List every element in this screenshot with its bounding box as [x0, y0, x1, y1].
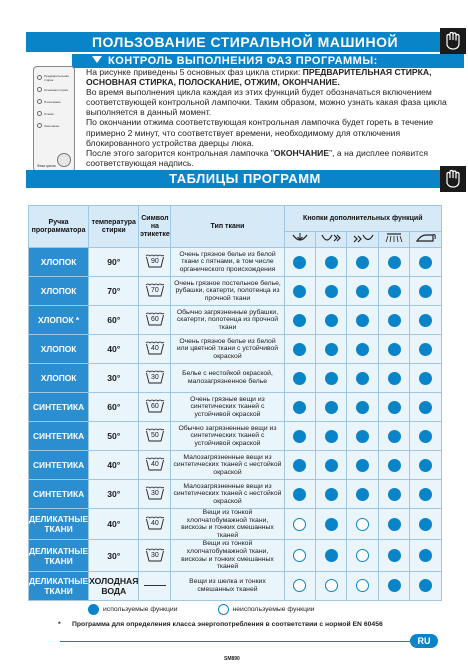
led-icon — [37, 99, 42, 104]
care-symbol — [139, 540, 171, 571]
care-symbol-temp: 40 — [150, 520, 159, 528]
filled-dot-icon — [293, 285, 306, 298]
program-name: ХЛОПОК — [29, 277, 89, 306]
led-row: Предварительная стирка — [34, 72, 74, 83]
led-icon — [37, 75, 42, 80]
care-symbol — [139, 422, 171, 451]
led-icon — [37, 111, 42, 116]
fabric-type: Очень грязное постельное белье, рубашки, скатерти, полотенца из прочной ткани — [171, 277, 284, 306]
filled-dot-icon — [388, 430, 401, 443]
option-cell — [378, 571, 410, 600]
care-symbol-temp: 60 — [150, 403, 159, 410]
iron-icon — [410, 232, 442, 248]
table-row — [29, 306, 442, 335]
led-row: Основная стирка — [34, 84, 74, 95]
table-row — [29, 393, 442, 422]
fabric-type: Вещи из тонкой хлопчатобумажной ткани, вискозы и тонких смешанных тканей — [171, 509, 284, 540]
intro-paragraph: На рисунке приведены 5 основных фаз цикла стирки: ПРЕДВАРИТЕЛЬНАЯ СТИРКА, ОСНОВНАЯ СТИРКА, ПОЛОСКАНИЕ, ОТЖИМ, ОКОНЧАНИЕ. — [86, 67, 432, 88]
option-cell — [347, 571, 379, 600]
filled-dot-icon — [356, 314, 369, 327]
led-row: Отжим — [34, 108, 74, 119]
table-row — [29, 422, 442, 451]
filled-dot-icon — [419, 430, 432, 443]
wash-temperature: 40° — [89, 335, 139, 364]
option-cell — [410, 480, 442, 509]
model-label: SM890 — [224, 656, 240, 662]
option-cell — [347, 248, 379, 277]
program-name: ДЕЛИКАТНЫЕ ТКАНИ — [29, 509, 89, 540]
option-cell — [410, 248, 442, 277]
option-cell — [378, 480, 410, 509]
filled-dot-icon — [325, 430, 338, 443]
program-name: ХЛОПОК — [29, 248, 89, 277]
option-cell — [378, 540, 410, 571]
option-cell — [315, 571, 347, 600]
option-cell — [347, 540, 379, 571]
program-name: СИНТЕТИКА — [29, 393, 89, 422]
filled-dot-icon — [356, 488, 369, 501]
program-name: СИНТЕТИКА — [29, 480, 89, 509]
program-name: ХЛОПОК — [29, 364, 89, 393]
filled-dot-icon — [419, 314, 432, 327]
option-cell — [315, 248, 347, 277]
option-cell — [284, 364, 315, 393]
option-cell — [378, 451, 410, 480]
filled-dot-icon — [293, 256, 306, 269]
option-cell — [378, 364, 410, 393]
table-row — [29, 277, 442, 306]
fabric-type: Белье с нестойкой окраской, малозагрязненное белье — [171, 364, 284, 393]
filled-dot-icon — [419, 285, 432, 298]
divider — [60, 641, 410, 642]
option-cell — [347, 422, 379, 451]
care-symbol — [139, 480, 171, 509]
wash-temperature: 90° — [89, 248, 139, 277]
intro-paragraph: После этого загорится контрольная лампочка "ОКОНЧАНИЕ", а на дисплее появится соответствующая надпись. — [86, 147, 428, 168]
option-cell — [378, 277, 410, 306]
filled-dot-icon — [419, 256, 432, 269]
care-symbol-temp: 30 — [150, 490, 159, 497]
option-cell — [315, 540, 347, 571]
filled-dot-icon — [356, 343, 369, 356]
empty-dot-icon — [356, 549, 369, 562]
filled-dot-icon — [356, 459, 369, 472]
option-cell — [315, 422, 347, 451]
wash-temperature: 70° — [89, 277, 139, 306]
fabric-type: Вещи из тонкой хлопчатобумажной ткани, вискозы и тонких смешанных тканей — [171, 540, 284, 571]
wash-temperature: 50° — [89, 422, 139, 451]
program-name: СИНТЕТИКА — [29, 451, 89, 480]
filled-dot-icon — [293, 314, 306, 327]
option-cell — [378, 335, 410, 364]
option-cell — [410, 509, 442, 540]
filled-dot-icon — [293, 372, 306, 385]
empty-dot-icon — [293, 549, 306, 562]
filled-dot-icon — [388, 518, 401, 531]
wash-tub-icon — [145, 254, 165, 268]
col-header-knob: Ручка программатора — [29, 206, 89, 248]
option-cell — [284, 335, 315, 364]
care-symbol-temp: 30 — [150, 551, 159, 559]
filled-dot-icon — [356, 430, 369, 443]
filled-dot-icon — [325, 343, 338, 356]
filled-dot-icon — [325, 401, 338, 414]
option-cell — [410, 451, 442, 480]
wash-tub-icon — [145, 341, 165, 355]
led-icon — [37, 87, 42, 92]
care-symbol — [139, 335, 171, 364]
option-cell — [284, 509, 315, 540]
option-cell — [284, 248, 315, 277]
option-cell — [410, 306, 442, 335]
table-row — [29, 509, 442, 540]
care-symbol-temp: 70 — [150, 287, 159, 294]
table-row — [29, 451, 442, 480]
filled-dot-icon — [419, 488, 432, 501]
option-cell — [315, 364, 347, 393]
program-name: ДЕЛИКАТНЫЕ ТКАНИ — [29, 571, 89, 600]
led-icon — [37, 123, 42, 128]
care-symbol — [139, 306, 171, 335]
col-header-temp: температура стирки — [89, 206, 139, 248]
wash-temperature: 30° — [89, 540, 139, 571]
extra-rinse-icon — [315, 232, 347, 248]
filled-dot-icon — [325, 372, 338, 385]
intro-text — [86, 67, 460, 168]
program-name: ХЛОПОК — [29, 335, 89, 364]
empty-dot-icon — [356, 518, 369, 531]
program-name: СИНТЕТИКА — [29, 422, 89, 451]
care-symbol — [139, 393, 171, 422]
filled-dot-icon — [388, 343, 401, 356]
option-cell — [410, 540, 442, 571]
option-cell — [347, 480, 379, 509]
empty-dot-icon — [325, 579, 338, 592]
language-badge: RU — [410, 634, 438, 648]
fabric-type: Очень грязное белье из белой ткани с пятнами, в том числе органического происхождения — [171, 248, 284, 277]
option-cell — [315, 509, 347, 540]
filled-dot-icon — [356, 401, 369, 414]
care-symbol — [139, 277, 171, 306]
control-panel-illustration — [33, 66, 75, 172]
led-row: Окончание — [34, 120, 74, 131]
wash-temperature: ХОЛОДНАЯ ВОДА — [89, 571, 139, 600]
filled-dot-icon — [388, 549, 401, 562]
option-cell — [284, 422, 315, 451]
option-cell — [315, 480, 347, 509]
wash-tub-icon — [145, 516, 165, 530]
section-subtitle: КОНТРОЛЬ ВЫПОЛНЕНИЯ ФАЗ ПРОГРАММЫ: — [72, 54, 464, 68]
option-cell — [315, 451, 347, 480]
filled-dot-icon — [325, 518, 338, 531]
wash-tub-icon — [145, 428, 165, 442]
filled-dot-icon — [388, 285, 401, 298]
filled-dot-icon — [293, 430, 306, 443]
option-cell — [410, 277, 442, 306]
option-cell — [284, 277, 315, 306]
option-cell — [284, 306, 315, 335]
filled-dot-icon — [419, 579, 432, 592]
wash-tub-icon — [145, 370, 165, 384]
wash-temperature: 30° — [89, 364, 139, 393]
wash-tub-icon — [145, 399, 165, 413]
option-cell — [410, 364, 442, 393]
fabric-type: Очень грязное белье из белой или цветной ткани с устойчивой окраской — [171, 335, 284, 364]
wash-tub-icon — [145, 312, 165, 326]
option-cell — [378, 393, 410, 422]
wash-temperature: 30° — [89, 480, 139, 509]
care-symbol-temp: 60 — [150, 316, 159, 323]
option-cell — [315, 277, 347, 306]
care-symbol — [139, 248, 171, 277]
option-cell — [410, 393, 442, 422]
prewash-icon — [284, 232, 315, 248]
spin-icon — [378, 232, 410, 248]
table-row — [29, 248, 442, 277]
filled-dot-icon — [356, 372, 369, 385]
filled-dot-icon — [388, 401, 401, 414]
wash-temperature: 60° — [89, 393, 139, 422]
filled-dot-icon — [388, 579, 401, 592]
program-name: ДЕЛИКАТНЫЕ ТКАНИ — [29, 540, 89, 571]
easy-iron-icon — [347, 232, 379, 248]
filled-dot-icon — [88, 604, 99, 615]
legend-used: используемые функции — [88, 604, 178, 615]
filled-dot-icon — [388, 372, 401, 385]
option-cell — [378, 306, 410, 335]
wash-temperature: 40° — [89, 451, 139, 480]
empty-dot-icon — [218, 604, 229, 615]
care-symbol-temp: 50 — [150, 432, 159, 439]
filled-dot-icon — [293, 488, 306, 501]
care-symbol-temp: 90 — [150, 258, 159, 265]
filled-dot-icon — [325, 459, 338, 472]
fabric-type: Вещи из шелка и тонких смешанных тканей — [171, 571, 284, 600]
option-cell — [378, 509, 410, 540]
option-cell — [410, 335, 442, 364]
footnote: * Программа для определения класса энергопотребления в соответствии с нормой EN 60456 — [58, 621, 383, 628]
option-cell — [378, 248, 410, 277]
option-cell — [284, 571, 315, 600]
option-cell — [410, 571, 442, 600]
no-symbol-dash — [144, 585, 166, 586]
filled-dot-icon — [388, 459, 401, 472]
knob-icon — [57, 153, 71, 167]
option-cell — [347, 335, 379, 364]
filled-dot-icon — [419, 372, 432, 385]
fabric-type: Малозагрязненные вещи из синтетических тканей с нестойкой окраской — [171, 451, 284, 480]
option-cell — [284, 540, 315, 571]
option-cell — [347, 364, 379, 393]
filled-dot-icon — [419, 343, 432, 356]
filled-dot-icon — [325, 285, 338, 298]
filled-dot-icon — [325, 549, 338, 562]
option-cell — [315, 393, 347, 422]
fabric-type: Очень грязные вещи из синтетических тканей с устойчивой окраской — [171, 393, 284, 422]
fabric-type: Малозагрязненные вещи из синтетических тканей с нестойкой окраской — [171, 480, 284, 509]
filled-dot-icon — [356, 285, 369, 298]
filled-dot-icon — [293, 401, 306, 414]
col-header-fabric: Тип ткани — [171, 206, 284, 248]
triangle-down-icon — [92, 56, 102, 63]
care-symbol — [139, 571, 171, 600]
col-header-options: Кнопки дополнительных функций — [284, 206, 441, 232]
filled-dot-icon — [388, 488, 401, 501]
care-symbol-temp: 40 — [150, 345, 159, 352]
wash-tub-icon — [145, 548, 165, 562]
wash-temperature: 40° — [89, 509, 139, 540]
filled-dot-icon — [293, 459, 306, 472]
wash-tub-icon — [145, 486, 165, 500]
led-row: Полоскание — [34, 96, 74, 107]
filled-dot-icon — [325, 256, 338, 269]
table-row — [29, 480, 442, 509]
wash-temperature: 60° — [89, 306, 139, 335]
option-cell — [347, 277, 379, 306]
option-cell — [315, 335, 347, 364]
filled-dot-icon — [419, 401, 432, 414]
section-title: ТАБЛИЦЫ ПРОГРАММ — [26, 170, 464, 188]
empty-dot-icon — [356, 579, 369, 592]
filled-dot-icon — [388, 314, 401, 327]
care-symbol — [139, 451, 171, 480]
program-name: ХЛОПОК * — [29, 306, 89, 335]
option-cell — [347, 451, 379, 480]
option-cell — [347, 509, 379, 540]
filled-dot-icon — [419, 518, 432, 531]
care-symbol — [139, 509, 171, 540]
option-cell — [378, 422, 410, 451]
hand-icon — [440, 28, 466, 54]
option-cell — [347, 306, 379, 335]
legend — [88, 604, 355, 615]
wash-tub-icon — [145, 457, 165, 471]
table-row — [29, 571, 442, 600]
fabric-type: Обычно загрязненные рубашки, скатерти, полотенца из прочной ткани — [171, 306, 284, 335]
option-cell — [284, 480, 315, 509]
page-title: ПОЛЬЗОВАНИЕ СТИРАЛЬНОЙ МАШИНОЙ — [26, 32, 464, 52]
filled-dot-icon — [325, 488, 338, 501]
option-cell — [347, 393, 379, 422]
table-row — [29, 364, 442, 393]
filled-dot-icon — [388, 256, 401, 269]
option-cell — [315, 306, 347, 335]
filled-dot-icon — [293, 343, 306, 356]
option-cell — [410, 422, 442, 451]
program-table — [28, 205, 442, 601]
col-header-symbol: Символ на этикетке — [139, 206, 171, 248]
option-cell — [284, 393, 315, 422]
hand-icon — [440, 166, 466, 192]
care-symbol-temp: 40 — [150, 461, 159, 468]
filled-dot-icon — [419, 549, 432, 562]
table-row — [29, 540, 442, 571]
filled-dot-icon — [356, 256, 369, 269]
care-symbol-temp: 30 — [150, 374, 159, 381]
filled-dot-icon — [419, 459, 432, 472]
panel-foot-label: Фаза цикла — [37, 164, 56, 168]
table-row — [29, 335, 442, 364]
filled-dot-icon — [325, 314, 338, 327]
intro-paragraph: По окончании отжима соответствующая контрольная лампочка будет гореть в течение примерно 2 минут, что соответствует времени, необходимому для отключения блокированного устройства дверцы люка. — [86, 117, 434, 148]
option-cell — [284, 451, 315, 480]
fabric-type: Обычно загрязненные вещи из синтетических тканей с устойчивой окраской — [171, 422, 284, 451]
care-symbol — [139, 364, 171, 393]
wash-tub-icon — [145, 283, 165, 297]
legend-unused: неиспользуемые функции — [218, 604, 315, 615]
intro-paragraph: Во время выполнения цикла каждая из этих функций будет обозначаться включением соответствующей контрольной лампочки. Таким образом, можно узнать какая фаза цикла выполняется в данный момент. — [86, 87, 447, 118]
empty-dot-icon — [293, 518, 306, 531]
empty-dot-icon — [293, 579, 306, 592]
